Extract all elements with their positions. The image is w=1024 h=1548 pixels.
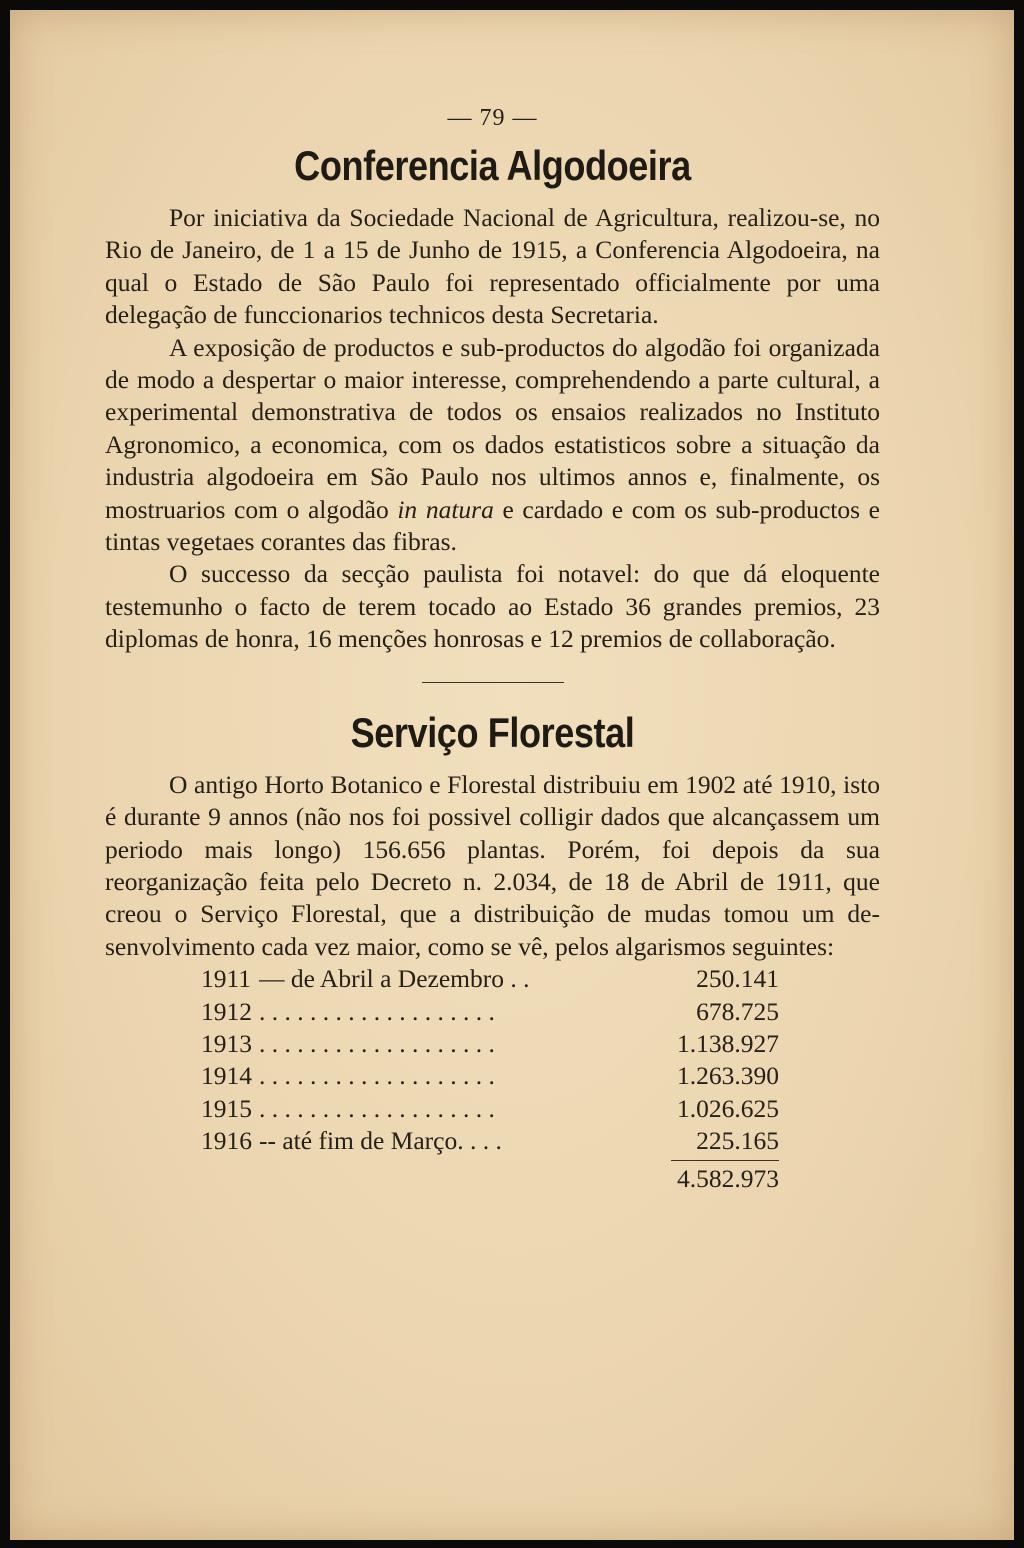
row-description: . . . . . . . . . . . . . . . . . . . [259, 1093, 495, 1123]
paragraph-conferencia-2 [105, 332, 880, 559]
row-description: -- até fim de Março. . . . [259, 1126, 502, 1156]
section-title-servico: Serviço Florestal [350, 708, 635, 756]
row-description: — de Abril a Dezembro . . [259, 964, 530, 994]
table-row [201, 1125, 779, 1157]
row-description: . . . . . . . . . . . . . . . . . . . [259, 996, 495, 1026]
row-description: . . . . . . . . . . . . . . . . . . . [259, 1061, 495, 1091]
document-page [10, 10, 1014, 1540]
table-total-row [201, 1157, 779, 1197]
table-row [201, 1093, 779, 1125]
table-total-value: 4.582.973 [677, 1164, 779, 1194]
table-row [201, 996, 779, 1028]
paragraph-conferencia-1: Por iniciativa da Sociedade Nacional de Agricultura, realizou-se, no Rio de Janeiro, de 1 a 15 de Junho de 1915, a Conferencia Algodoeira, na qual o Estado de São Paulo foi representado officialmente por uma delegação de funccionarios technicos desta Secretaria. [105, 203, 880, 330]
row-year: 1914 [201, 1061, 252, 1091]
row-value: 1.138.927 [677, 1028, 779, 1058]
section-divider [422, 682, 564, 683]
row-value: 1.026.625 [677, 1093, 779, 1123]
paragraph-conferencia-2-tail: e cardado e com os sub-productos e tintas vegetaes corantes das fibras. [105, 494, 881, 557]
row-year: 1916 [201, 1126, 252, 1156]
italic-term: in natura [397, 494, 494, 524]
row-value: 1.263.390 [677, 1061, 779, 1091]
paragraph-conferencia-3: O successo da secção paulista foi notavel: do que dá eloquente testemunho o facto de terem tocado ao Estado 36 grandes premios, 23 diplomas de honra, 16 menções honrosas e 12 premios de collaboração. [105, 559, 880, 654]
section-title-conferencia: Conferencia Algodoeira [294, 142, 691, 189]
row-value: 225.165 [669, 1125, 779, 1157]
page-content [105, 102, 880, 1197]
row-year: 1911 [201, 964, 252, 994]
row-description: . . . . . . . . . . . . . . . . . . . [259, 1028, 495, 1058]
paragraph-conferencia-2-text: A exposição de productos e sub-productos do algodão foi organizada de modo a despertar o maior interesse, comprehendendo a parte cultural, a experimental demonstrativa de todos os ensaios realizados no Instituto Agronomico, a economica, com os dados estatisticos sobre a situação da industria algodoeira em São Paulo nos ultimos annos e, finalmente, os mostruarios com o algodão [105, 332, 880, 524]
row-year: 1912 [201, 996, 252, 1026]
row-year: 1913 [201, 1028, 252, 1058]
table-row [201, 963, 779, 995]
row-value: 250.141 [696, 964, 779, 994]
row-value: 678.725 [696, 996, 779, 1026]
table-row [201, 1060, 779, 1092]
distribution-table [201, 963, 779, 1197]
row-year: 1915 [201, 1093, 252, 1123]
page-number: — 79 — [447, 105, 538, 131]
table-row [201, 1028, 779, 1060]
paragraph-servico: O antigo Horto Botanico e Florestal distribuiu em 1902 até 1910, isto é durante 9 annos (não nos foi possivel colligir dados que alcançassem um periodo mais longo) 156.656 plantas. Porém, foi depois da sua reorganização feita pelo Decreto n. 2.034, de 18 de Abril de 1911, que creou o Serviço Florestal, que a distribuição de mudas tomou um desenvolvimento cada vez maior, como se vê, pelos algarismos seguintes: [105, 769, 880, 961]
